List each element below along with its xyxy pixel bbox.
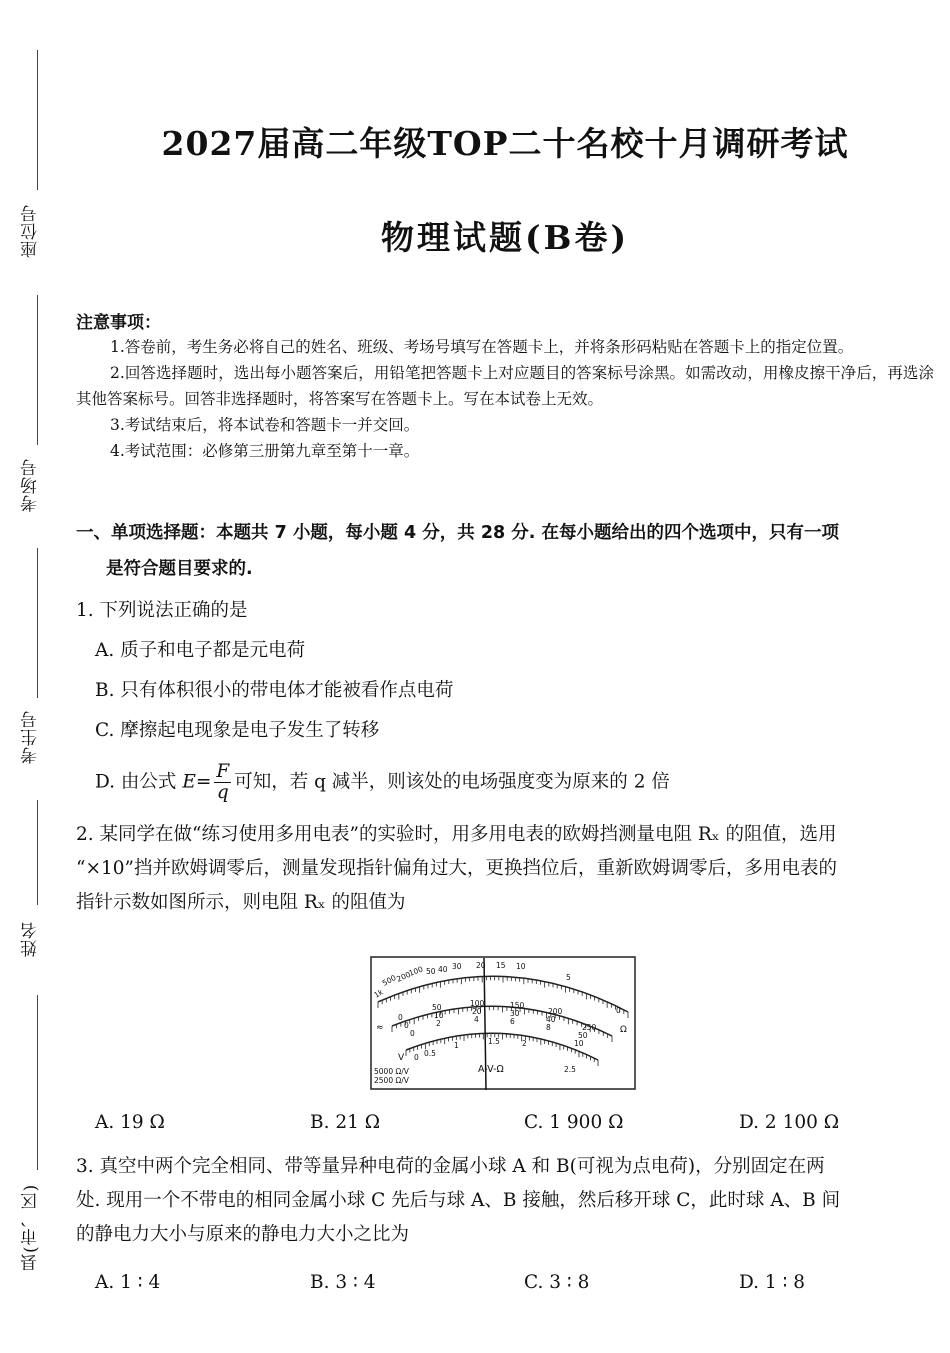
ohm-symbol: Ω — [620, 1025, 627, 1035]
exam-subtitle: 物理试题(B卷) — [380, 218, 630, 257]
q1-d-prefix: D. 由公式 — [95, 771, 183, 793]
mid2-tick-label: 50 — [578, 1031, 588, 1040]
mid2-tick-label: 40 — [546, 1015, 556, 1024]
ohm-tick-label: 10 — [516, 962, 526, 971]
ohm-tick-label: 15 — [496, 961, 506, 970]
fraction-denominator: q — [216, 782, 229, 803]
exam-title: 2027届高二年级TOP二十名校十月调研考试 — [161, 124, 849, 163]
binding-line — [37, 50, 38, 190]
binding-line — [37, 800, 38, 905]
notice-item: 4.考试范围：必修第三册第九章至第十一章。 — [110, 442, 420, 460]
mid-tick-label: 100 — [470, 999, 485, 1008]
q3-option-a: A. 1 ∶ 4 — [95, 1272, 161, 1293]
mid-tick-label: 250 — [582, 1023, 597, 1032]
q2-option-a: A. 19 Ω — [95, 1112, 165, 1133]
notice-list — [76, 334, 934, 464]
section-heading — [76, 515, 936, 587]
q1-option-d — [95, 762, 670, 803]
mid3-tick-label: 4 — [474, 1015, 479, 1024]
q3-line: 的静电力大小与原来的静电力大小之比为 — [76, 1224, 410, 1245]
q1-option-b: B. 只有体积很小的带电体才能被看作点电荷 — [95, 680, 454, 701]
q1-option-a: A. 质子和电子都是元电荷 — [95, 640, 306, 661]
low-tick-label: 2.5 — [564, 1065, 576, 1074]
q2-line: 2. 某同学在做“练习使用多用电表”的实验时，用多用电表的欧姆挡测量电阻 Rₓ 的阻值，选用 — [76, 824, 837, 845]
ohm-tick-label: 30 — [452, 962, 462, 971]
mid3-tick-label: 10 — [574, 1039, 584, 1048]
mid-tick-label: 50 — [432, 1003, 442, 1012]
ohm-tick-label: 200 — [395, 969, 412, 984]
mid-tick-label: 150 — [510, 1001, 525, 1010]
q2-option-b: B. 21 Ω — [310, 1112, 381, 1133]
mid-tick-label: 200 — [548, 1007, 563, 1016]
binding-line — [37, 548, 38, 698]
ohm-tick-label: 40 — [438, 965, 448, 974]
mid3-tick-label: 6 — [510, 1017, 515, 1026]
notice-item: 3.考试结束后，将本试卷和答题卡一并交回。 — [110, 416, 420, 434]
low-tick-label: 0.5 — [424, 1049, 436, 1058]
low-tick-label: 2 — [522, 1039, 527, 1048]
section-line: 一、单项选择题：本题共 7 小题，每小题 4 分，共 28 分. 在每小题给出的四个选项中，只有一项 — [76, 523, 839, 543]
ohm-tick-label: 100 — [407, 964, 425, 978]
q3-option-b: B. 3 ∶ 4 — [310, 1272, 376, 1293]
q3-stem — [76, 1150, 936, 1252]
binding-line — [37, 995, 38, 1170]
q1-option-c: C. 摩擦起电现象是电子发生了转移 — [95, 720, 380, 741]
notice-item: 1.答卷前，考生务必将自己的姓名、班级、考场号填写在答题卡上，并将条形码粘贴在答题卡上的指定位置。 — [110, 338, 854, 356]
mid3-tick-label: 2 — [436, 1019, 441, 1028]
ohm-tick-label: 0 — [616, 1006, 621, 1015]
exam-id-label: 考生号 — [21, 710, 41, 764]
ohm-tick-label: 50 — [426, 967, 436, 976]
ac-symbol: ≈ — [376, 1023, 384, 1033]
q2-line: “×10”挡并欧姆调零后，测量发现指针偏角过大，更换挡位后，重新欧姆调零后，多用电表的 — [76, 858, 837, 879]
ohm-tick-label: 500 — [380, 973, 398, 988]
binding-margin — [0, 0, 70, 1353]
q3-line: 3. 真空中两个完全相同、带等量异种电荷的金属小球 A 和 B(可视为点电荷)，分别固定在两 — [76, 1156, 825, 1177]
meter-spec: 5000 Ω/V — [374, 1067, 409, 1076]
fraction-numerator: F — [216, 761, 230, 782]
seat-label: 座位号 — [21, 204, 41, 258]
mid2-tick-label: 20 — [472, 1007, 482, 1016]
mid2-tick-label: 0 — [404, 1021, 409, 1030]
q3-option-d: D. 1 ∶ 8 — [739, 1272, 806, 1293]
q1-stem: 1. 下列说法正确的是 — [76, 600, 248, 621]
low-tick-label: 0 — [414, 1053, 419, 1062]
low-tick-label: 1 — [454, 1041, 459, 1050]
binding-line — [37, 295, 38, 445]
meter-brand: A-V-Ω — [478, 1064, 504, 1075]
q2-stem — [76, 818, 936, 920]
notice-title: 注意事项： — [76, 313, 161, 333]
section-line: 是符合题目要求的. — [106, 559, 253, 579]
notice-item: 2.回答选择题时，选出每小题答案后，用铅笔把答题卡上对应题目的答案标号涂黑。如需改动，用橡皮擦干净后，再选涂其他答案标号。回答非选择题时，将答案写在答题卡上。写在本试卷上无效。 — [76, 364, 934, 408]
q2-line: 指针示数如图所示，则电阻 Rₓ 的阻值为 — [76, 892, 406, 913]
ohm-tick-label: 1k — [372, 987, 385, 1000]
low-tick-label: 1.5 — [488, 1037, 500, 1046]
q3-line: 处. 现用一个不带电的相同金属小球 C 先后与球 A、B 接触，然后移开球 C，此时球 A、B 间 — [76, 1190, 841, 1211]
mid3-tick-label: 0 — [410, 1029, 415, 1038]
q1-d-var: E — [182, 771, 196, 793]
v-symbol: V — [398, 1053, 405, 1063]
room-label: 考场号 — [21, 458, 41, 512]
ohm-tick-label: 5 — [566, 973, 571, 982]
ohm-tick-label: 20 — [476, 961, 486, 970]
mid2-tick-label: 10 — [434, 1011, 444, 1020]
name-label: 姓名 — [21, 921, 41, 957]
meter-spec: 2500 Ω/V — [374, 1076, 409, 1085]
mid3-tick-label: 8 — [546, 1023, 551, 1032]
mid2-tick-label: 30 — [510, 1009, 520, 1018]
fraction — [214, 762, 231, 803]
county-label: 县(市、区) — [21, 1183, 41, 1271]
q1-d-eq: = — [195, 771, 212, 793]
q1-d-suffix: 可知，若 q 减半，则该处的电场强度变为原来的 2 倍 — [234, 771, 670, 793]
multimeter-dial — [370, 956, 636, 1090]
mid-tick-label: 0 — [398, 1013, 403, 1022]
q2-option-d: D. 2 100 Ω — [739, 1112, 840, 1133]
q2-option-c: C. 1 900 Ω — [524, 1112, 624, 1133]
q3-option-c: C. 3 ∶ 8 — [524, 1272, 590, 1293]
